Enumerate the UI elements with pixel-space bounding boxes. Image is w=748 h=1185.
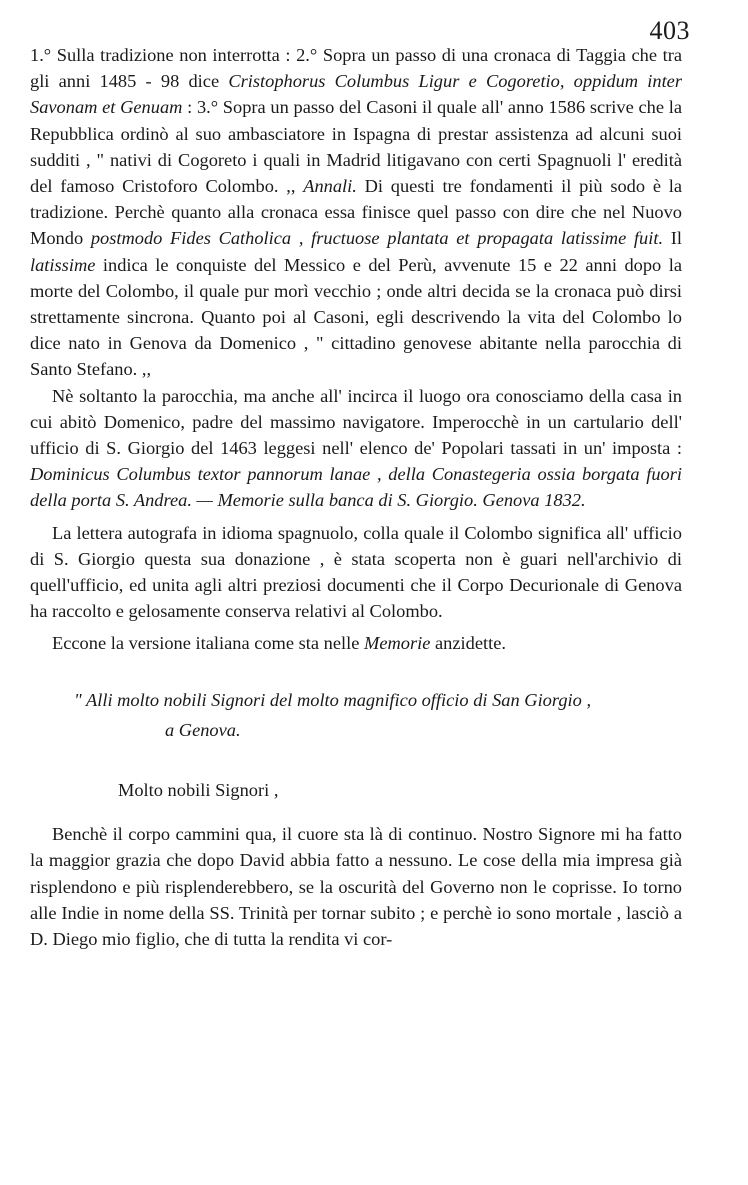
italic-text-run: postmodo Fides Catholica , fructuose plantata et propagata latissime fuit. <box>90 228 664 249</box>
letter-address: " Alli molto nobili Signori del molto magnifico officio di San Giorgio , <box>74 689 592 710</box>
italic-text-run: Memorie <box>364 633 431 654</box>
letter-destination: a Genova. <box>165 719 241 740</box>
text-run: Il <box>663 228 682 249</box>
paragraph-italian-version <box>30 630 682 656</box>
text-run: Nè soltanto la parocchia, ma anche all' incirca il luogo ora conosciamo della casa in cui abitò Domenico, padre del massimo navigatore. Imperocchè in un cartulario dell' ufficio di S. Giorgio del 1463 leggesi nell' elenco de' Popolari tassati in un' imposta : <box>30 385 682 459</box>
paragraph-parish <box>30 383 682 514</box>
letter-body: Benchè il corpo cammini qua, il cuore sta là di continuo. Nostro Signore mi ha fatto la maggior grazia che dopo David abbia fatto a nessuno. Le cose della mia impresa già risplendono e più risplenderebbero, se la oscurità del Governo non le coprisse. Io torno alle Indie in nome della SS. Trinità per tornar subito ; e perchè io sono mortale , lasciò a D. Diego mio figlio, che di tutta la rendita vi cor- <box>30 824 682 950</box>
text-run: anzidette. <box>430 633 506 654</box>
text-run: 1.° Sulla tradizione non interrotta : 2.° Sopra un passo di una cronaca di Taggia che tra gli anni 1485 - 98 dice <box>30 45 682 92</box>
page-text <box>30 42 682 952</box>
text-run: Eccone la versione italiana come sta nelle <box>52 633 364 654</box>
text-run: : 3.° Sopra un passo del Casoni il quale all' anno 1586 scrive che la Repubblica ordinò al suo ambasciatore in Ispagna di prestar assistenza ad alcuni suoi sudditi , " nativi di Cogoreto i quali in Madrid litigavano con certi Spagnuoli l' eredità del famoso Cristoforo Colombo. ,, <box>30 97 682 197</box>
italic-text-run: Dominicus Columbus textor pannorum lanae , della Conastegeria ossia borgata fuori della porta S. Andrea. — Memorie sulla banca di S. Giorgio. Genova 1832. <box>30 464 682 511</box>
letter-salutation: Molto nobili Signori , <box>118 780 279 801</box>
text-run: Di questi tre fondamenti il più sodo è la tradizione. Perchè quanto alla cronaca essa finisce quel passo con dire che nel Nuovo Mondo <box>30 176 683 249</box>
paragraph-sources <box>30 42 682 383</box>
text-run: indica le conquiste del Messico e del Perù, avvenute 15 e 22 anni dopo la morte del Colombo, il quale pur morì vecchio ; onde altri decida se la cronaca può dirsi strettamente sincrona. Quanto poi al Casoni, egli descrivendo la vita del Colombo lo dice nato in Genova da Domenico , " cittadino genovese abitante nella parocchia di Santo Stefano. ,, <box>30 254 682 380</box>
text-run: La lettera autografa in idioma spagnuolo, colla quale il Colombo significa all' ufficio di S. Giorgio questa sua donazione , è stata scoperta non è guari nell'archivio di quell'ufficio, ed unita agli altri preziosi documenti che il Corpo Decurionale di Genova ha raccolto e gelosamente conserva relativi al Colombo. <box>30 522 682 622</box>
page-number: 403 <box>649 16 690 45</box>
italic-text-run: Annali. <box>303 176 357 197</box>
paragraph-autograph-letter <box>30 520 682 625</box>
italic-text-run: latissime <box>30 254 96 275</box>
italic-text-run: Cristophorus Columbus Ligur e Cogoretio, oppidum inter Savonam et Genuam <box>30 71 683 118</box>
